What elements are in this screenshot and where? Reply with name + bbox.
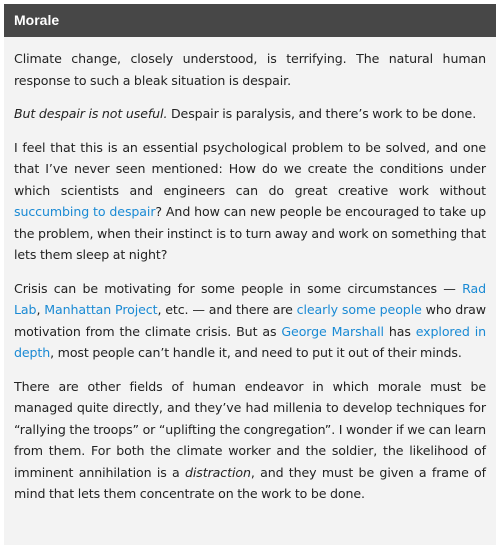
section-body bbox=[4, 37, 496, 505]
paragraph bbox=[14, 103, 486, 125]
inline-link[interactable]: explored in depth bbox=[14, 323, 487, 360]
inline-link[interactable]: George Marshall bbox=[281, 323, 384, 339]
paragraph-text: ? And how can new people be encouraged to take up the problem, when their instinct is to turn away and work on something that lets them sleep at night? bbox=[14, 204, 486, 262]
morale-section bbox=[4, 4, 496, 545]
paragraph bbox=[14, 48, 486, 91]
paragraph-text: who draw motivation from the climate crisis. But as bbox=[14, 302, 487, 339]
paragraph-text: has bbox=[383, 323, 416, 339]
inline-link[interactable]: succumbing to despair bbox=[14, 204, 156, 219]
inline-link[interactable]: clearly some people bbox=[296, 302, 422, 317]
inline-link[interactable]: Rad Lab bbox=[14, 280, 486, 317]
paragraph bbox=[14, 278, 486, 364]
paragraph-text: Despair is paralysis, and there’s work to be done. bbox=[167, 106, 477, 121]
paragraph-text: Crisis can be motivating for some people in some circumstances — bbox=[14, 280, 463, 296]
paragraph-text: , and they must be given a frame of mind that lets them concentrate on the work to be done. bbox=[14, 464, 486, 501]
paragraph-text: , etc. — and there are bbox=[157, 302, 297, 317]
emphasized-text: But despair is not useful. bbox=[14, 106, 168, 121]
paragraph-text: Climate change, closely understood, is terrifying. The natural human response to such a bleak situation is despair. bbox=[14, 51, 486, 88]
inline-link[interactable]: Manhattan Project bbox=[44, 302, 158, 317]
paragraph-text: There are other fields of human endeavor in which morale must be managed quite directly, and they’ve had millenia to develop techniques for “rallying the troops” or “uplifting the congregation”. I wonder if we can learn from them. For both the climate worker and the soldier, the likelihood of imminent annihilation is a bbox=[14, 378, 486, 480]
paragraph bbox=[14, 376, 486, 505]
paragraph-text: , bbox=[36, 302, 45, 317]
paragraph-text: I feel that this is an essential psychological problem to be solved, and one that I’ve never seen mentioned: How do we create the conditions under which scientists and engineers can do great creative work without bbox=[14, 139, 486, 198]
emphasized-text: distraction bbox=[185, 464, 251, 480]
section-title: Morale bbox=[4, 4, 496, 37]
paragraph bbox=[14, 137, 486, 266]
paragraph-text: , most people can’t handle it, and need to put it out of their minds. bbox=[50, 345, 462, 360]
